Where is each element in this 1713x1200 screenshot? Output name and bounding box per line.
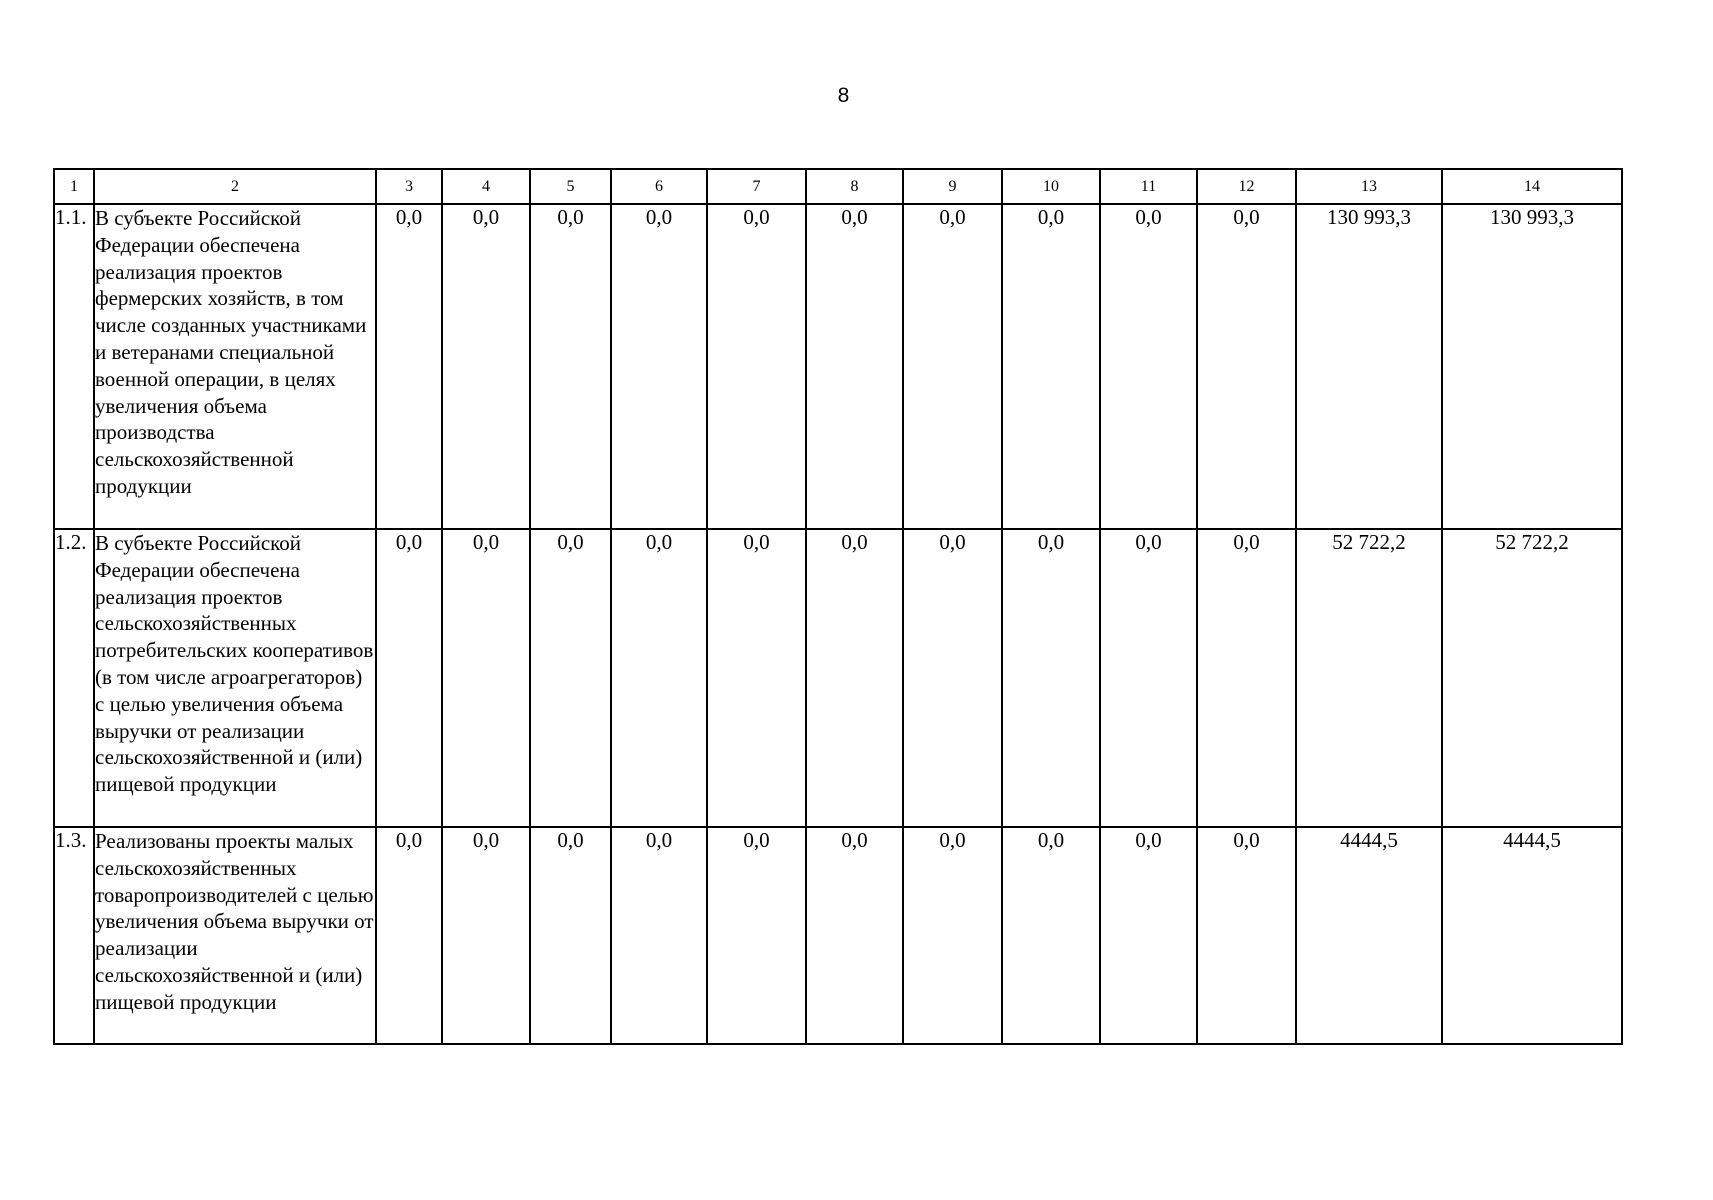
value-cell: 0,0: [1197, 827, 1296, 1044]
value-cell: 0,0: [903, 827, 1002, 1044]
value-cell: 0,0: [806, 529, 903, 827]
column-header-6: 6: [611, 169, 707, 204]
table-row: [54, 529, 1622, 827]
value-cell: 52 722,2: [1442, 529, 1622, 827]
column-header-12: 12: [1197, 169, 1296, 204]
row-description: В субъекте Российской Федерации обеспечена реализация проектов сельскохозяйственных потребительских кооперативов (в том числе агроагрегаторов) с целью увеличения объема выручки от реализации сельскохозяйственной и (или) пищевой продукции: [94, 529, 376, 827]
value-cell: 0,0: [903, 529, 1002, 827]
value-cell: 0,0: [1100, 529, 1197, 827]
value-cell: 0,0: [903, 204, 1002, 529]
value-cell: 0,0: [376, 204, 442, 529]
value-cell: 0,0: [376, 827, 442, 1044]
value-cell: 130 993,3: [1296, 204, 1442, 529]
value-cell: 0,0: [530, 204, 611, 529]
value-cell: 4444,5: [1442, 827, 1622, 1044]
value-cell: 4444,5: [1296, 827, 1442, 1044]
budget-table: [53, 168, 1623, 1045]
column-header-14: 14: [1442, 169, 1622, 204]
value-cell: 0,0: [1002, 827, 1100, 1044]
value-cell: 0,0: [1002, 529, 1100, 827]
column-header-11: 11: [1100, 169, 1197, 204]
value-cell: 0,0: [376, 529, 442, 827]
column-header-5: 5: [530, 169, 611, 204]
column-header-8: 8: [806, 169, 903, 204]
row-description: Реализованы проекты малых сельскохозяйственных товаропроизводителей с целью увеличения объема выручки от реализации сельскохозяйственной и (или) пищевой продукции: [94, 827, 376, 1044]
value-cell: 0,0: [1197, 204, 1296, 529]
value-cell: 0,0: [530, 529, 611, 827]
value-cell: 0,0: [611, 529, 707, 827]
value-cell: 0,0: [442, 827, 530, 1044]
value-cell: 0,0: [707, 204, 806, 529]
column-header-9: 9: [903, 169, 1002, 204]
value-cell: 0,0: [1002, 204, 1100, 529]
column-header-3: 3: [376, 169, 442, 204]
column-header-1: 1: [54, 169, 94, 204]
value-cell: 0,0: [1197, 529, 1296, 827]
column-header-7: 7: [707, 169, 806, 204]
value-cell: 0,0: [806, 827, 903, 1044]
table-row: [54, 204, 1622, 529]
row-number: 1.1.: [54, 204, 94, 529]
value-cell: 0,0: [707, 827, 806, 1044]
value-cell: 0,0: [611, 204, 707, 529]
value-cell: 130 993,3: [1442, 204, 1622, 529]
value-cell: 0,0: [1100, 204, 1197, 529]
value-cell: 0,0: [530, 827, 611, 1044]
header-row: [54, 169, 1622, 204]
value-cell: 0,0: [806, 204, 903, 529]
value-cell: 0,0: [611, 827, 707, 1044]
column-header-2: 2: [94, 169, 376, 204]
value-cell: 0,0: [1100, 827, 1197, 1044]
column-header-13: 13: [1296, 169, 1442, 204]
row-number: 1.2.: [54, 529, 94, 827]
column-header-10: 10: [1002, 169, 1100, 204]
value-cell: 0,0: [442, 204, 530, 529]
row-description: В субъекте Российской Федерации обеспечена реализация проектов фермерских хозяйств, в том числе созданных участниками и ветеранами специальной военной операции, в целях увеличения объема производства сельскохозяйственной продукции: [94, 204, 376, 529]
value-cell: 52 722,2: [1296, 529, 1442, 827]
value-cell: 0,0: [442, 529, 530, 827]
value-cell: 0,0: [707, 529, 806, 827]
table-row: [54, 827, 1622, 1044]
row-number: 1.3.: [54, 827, 94, 1044]
column-header-4: 4: [442, 169, 530, 204]
page-number: 8: [837, 84, 850, 107]
